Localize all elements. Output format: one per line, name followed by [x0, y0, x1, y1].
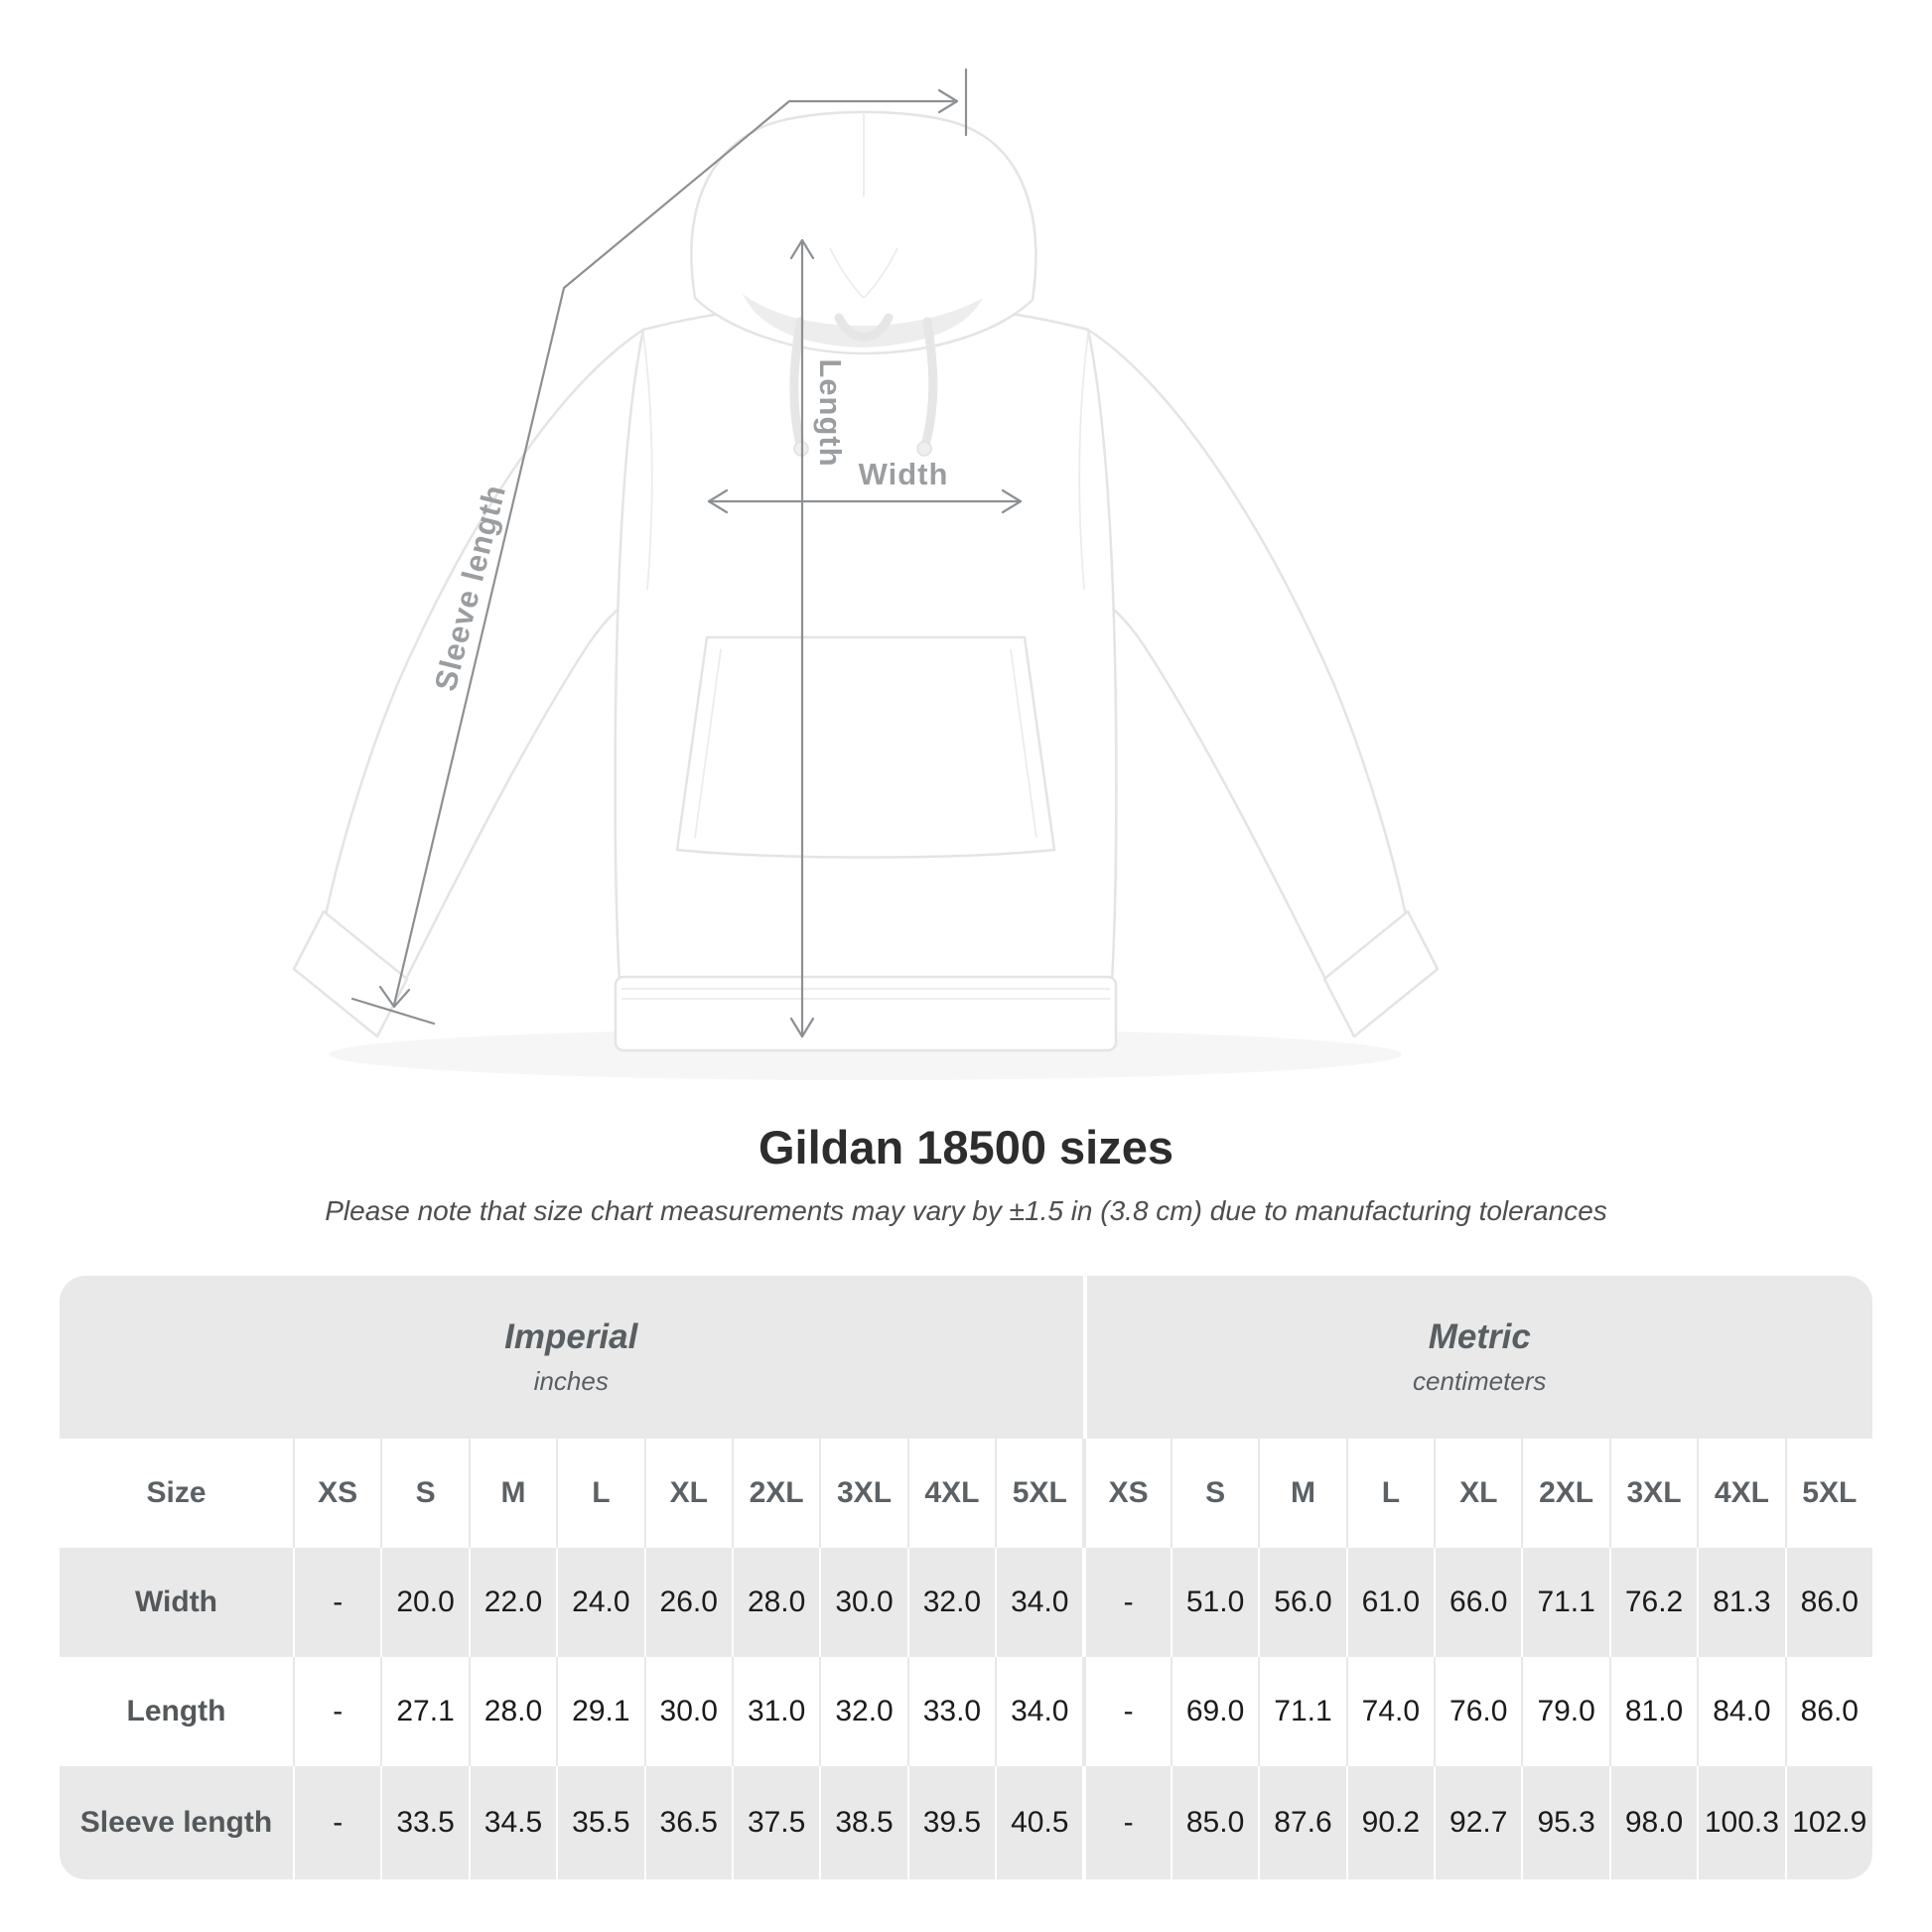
size-header-metric-l: L: [1346, 1439, 1434, 1548]
length-row: [60, 1657, 1872, 1766]
width-metric-cell-0: -: [1082, 1548, 1170, 1657]
length-imperial-cell-7: 33.0: [907, 1657, 995, 1766]
size-column-header: Size: [146, 1476, 207, 1509]
length-imperial-cell-1: 27.1: [380, 1657, 468, 1766]
width-metric-cell-7: 81.3: [1697, 1548, 1784, 1657]
width-imperial-cell-8: 34.0: [995, 1548, 1082, 1657]
length-imperial-cell-6: 32.0: [819, 1657, 906, 1766]
size-header-metric-xs: XS: [1082, 1439, 1170, 1548]
width-imperial-cell-3: 24.0: [556, 1548, 643, 1657]
length-imperial-cell-0: -: [293, 1657, 380, 1766]
sleeve-length-imperial-cell-6: 38.5: [819, 1766, 906, 1879]
length-imperial-cell-5: 31.0: [732, 1657, 819, 1766]
length-metric-cell-4: 76.0: [1434, 1657, 1521, 1766]
sleeve-length-imperial-cell-2: 34.5: [469, 1766, 556, 1879]
sleeve-length-imperial-cell-0: -: [293, 1766, 380, 1879]
sleeve-length-metric-cell-0: -: [1082, 1766, 1170, 1879]
metric-section-header: [1083, 1276, 1873, 1439]
length-metric-cell-2: 71.1: [1258, 1657, 1345, 1766]
unit-header-band: [60, 1276, 1872, 1439]
sleeve-length-label: Sleeve length: [427, 481, 513, 695]
length-metric-cell-3: 74.0: [1346, 1657, 1434, 1766]
sleeve-length-imperial-cell-4: 36.5: [644, 1766, 732, 1879]
sleeve-length-metric-cell-8: 102.9: [1785, 1766, 1872, 1879]
width-imperial-cell-5: 28.0: [732, 1548, 819, 1657]
size-header-metric-2xl: 2XL: [1521, 1439, 1608, 1548]
sleeve-length-metric-cell-6: 98.0: [1609, 1766, 1697, 1879]
length-imperial-cell-2: 28.0: [469, 1657, 556, 1766]
sleeve-length-row: [60, 1766, 1872, 1879]
length-imperial-cell-4: 30.0: [644, 1657, 732, 1766]
size-table: [60, 1276, 1872, 1879]
width-label: Width: [858, 457, 949, 491]
width-metric-cell-4: 66.0: [1434, 1548, 1521, 1657]
length-metric-cell-0: -: [1082, 1657, 1170, 1766]
width-row: [60, 1548, 1872, 1657]
sleeve-length-imperial-cell-7: 39.5: [907, 1766, 995, 1879]
length-metric-cell-1: 69.0: [1171, 1657, 1258, 1766]
size-header-metric-5xl: 5XL: [1785, 1439, 1872, 1548]
right-sleeve: [1084, 330, 1406, 981]
length-metric-cell-5: 79.0: [1521, 1657, 1608, 1766]
length-metric-cell-7: 84.0: [1697, 1657, 1784, 1766]
length-label: Length: [813, 358, 848, 468]
width-metric-cell-1: 51.0: [1171, 1548, 1258, 1657]
size-header-imperial-s: S: [380, 1439, 468, 1548]
length-imperial-cell-8: 34.0: [995, 1657, 1082, 1766]
size-header-metric-s: S: [1171, 1439, 1258, 1548]
width-imperial-cell-1: 20.0: [380, 1548, 468, 1657]
size-header-row: [60, 1439, 1872, 1548]
sleeve-length-imperial-cell-5: 37.5: [732, 1766, 819, 1879]
size-header-metric-3xl: 3XL: [1609, 1439, 1697, 1548]
kangaroo-pocket: [677, 637, 1054, 858]
size-header-imperial-5xl: 5XL: [995, 1439, 1082, 1548]
size-header-metric-m: M: [1258, 1439, 1345, 1548]
size-header-imperial-3xl: 3XL: [819, 1439, 906, 1548]
size-header-imperial-m: M: [469, 1439, 556, 1548]
sleeve-length-metric-cell-4: 92.7: [1434, 1766, 1521, 1879]
page-title: Gildan 18500 sizes: [758, 1121, 1174, 1173]
sleeve-length-row-label: Sleeve length: [79, 1806, 273, 1839]
length-metric-cell-8: 86.0: [1785, 1657, 1872, 1766]
sleeve-length-imperial-cell-8: 40.5: [995, 1766, 1082, 1879]
width-imperial-cell-4: 26.0: [644, 1548, 732, 1657]
metric-label: Metric: [1428, 1317, 1531, 1356]
length-imperial-cell-3: 29.1: [556, 1657, 643, 1766]
length-row-label: Length: [126, 1695, 226, 1727]
width-imperial-cell-7: 32.0: [907, 1548, 995, 1657]
sleeve-length-metric-cell-5: 95.3: [1521, 1766, 1608, 1879]
width-metric-cell-8: 86.0: [1785, 1548, 1872, 1657]
sleeve-length-imperial-cell-3: 35.5: [556, 1766, 643, 1879]
sleeve-length-metric-cell-3: 90.2: [1346, 1766, 1434, 1879]
width-metric-cell-2: 56.0: [1258, 1548, 1345, 1657]
width-imperial-cell-6: 30.0: [819, 1548, 906, 1657]
size-header-metric-xl: XL: [1434, 1439, 1521, 1548]
imperial-label: Imperial: [504, 1317, 638, 1356]
imperial-unit-label: inches: [533, 1366, 609, 1396]
length-metric-cell-6: 81.0: [1609, 1657, 1697, 1766]
metric-unit-label: centimeters: [1413, 1366, 1547, 1396]
width-metric-cell-3: 61.0: [1346, 1548, 1434, 1657]
width-metric-cell-5: 71.1: [1521, 1548, 1608, 1657]
tolerance-note: Please note that size chart measurements may vary by ±1.5 in (3.8 cm) due to manufacturing tolerances: [325, 1195, 1607, 1226]
size-header-metric-4xl: 4XL: [1697, 1439, 1784, 1548]
size-header-imperial-l: L: [556, 1439, 643, 1548]
width-metric-cell-6: 76.2: [1609, 1548, 1697, 1657]
size-header-imperial-4xl: 4XL: [907, 1439, 995, 1548]
size-header-imperial-xs: XS: [293, 1439, 380, 1548]
sleeve-length-metric-cell-2: 87.6: [1258, 1766, 1345, 1879]
imperial-section-header: [60, 1276, 1083, 1439]
size-header-imperial-2xl: 2XL: [732, 1439, 819, 1548]
sleeve-length-imperial-cell-1: 33.5: [380, 1766, 468, 1879]
left-sleeve: [326, 330, 647, 981]
width-row-label: Width: [134, 1586, 218, 1618]
width-imperial-cell-2: 22.0: [469, 1548, 556, 1657]
sleeve-length-metric-cell-1: 85.0: [1171, 1766, 1258, 1879]
size-header-imperial-xl: XL: [644, 1439, 732, 1548]
width-imperial-cell-0: -: [293, 1548, 380, 1657]
sleeve-length-metric-cell-7: 100.3: [1697, 1766, 1784, 1879]
